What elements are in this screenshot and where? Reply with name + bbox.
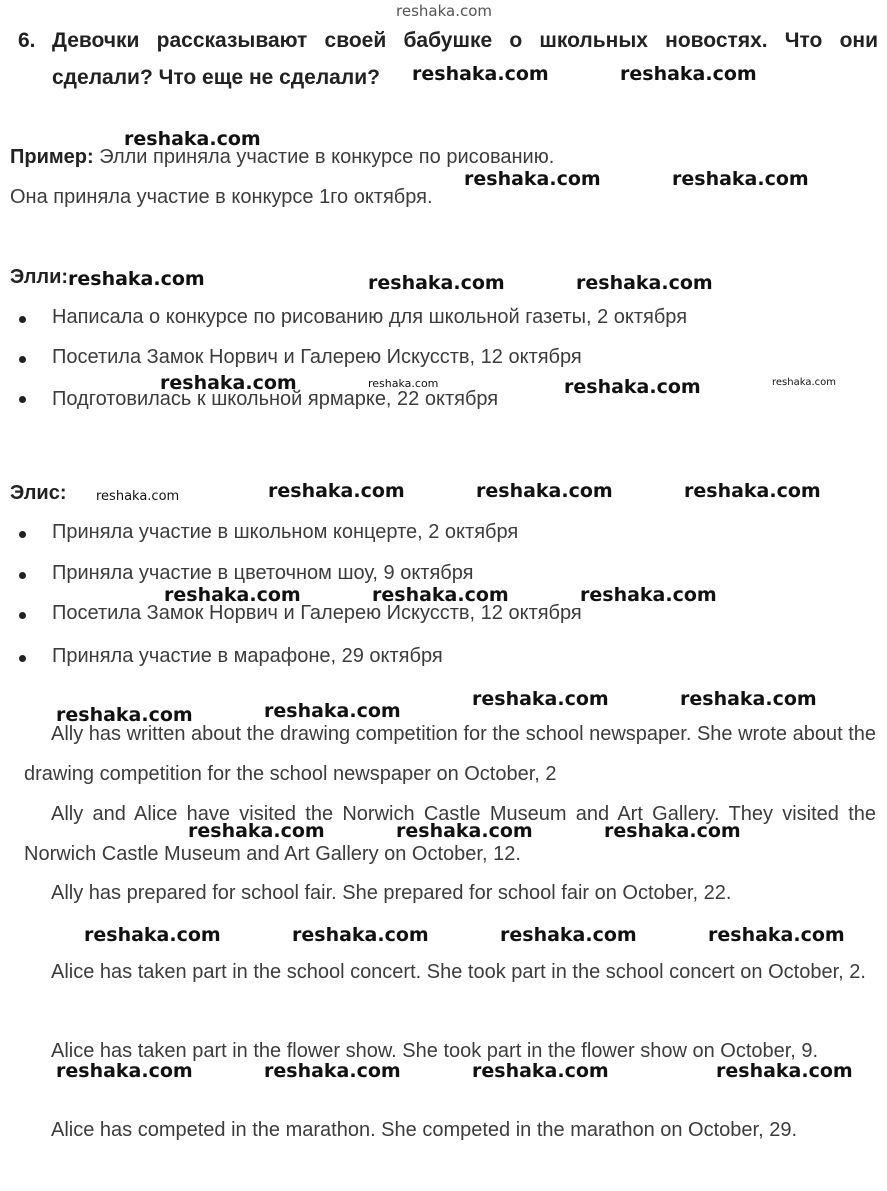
answer-paragraph: Ally has written about the drawing competition for the school newspaper. She wrote about the drawing competition for the school newspaper on October, 2 [24,723,876,785]
watermark: reshaka.com [620,63,757,85]
watermark: reshaka.com [264,700,401,722]
alice-item: Посетила Замок Норвич и Галерею Искусств, 12 октября [52,602,582,624]
watermark: reshaka.com [580,584,717,606]
ally-item: Написала о конкурсе по рисованию для школьной газеты, 2 октября [52,306,688,328]
watermark: reshaka.com [160,372,297,394]
watermark: reshaka.com [680,688,817,710]
watermark: reshaka.com [368,377,439,390]
watermark: reshaka.com [672,168,809,190]
watermark: reshaka.com [268,480,405,502]
alice-item: Приняла участие в марафоне, 29 октября [52,645,443,667]
alice-item: Приняла участие в цветочном шоу, 9 октября [52,562,474,584]
bullet [19,531,26,538]
watermark: reshaka.com [84,924,221,946]
watermark: reshaka.com [124,128,261,150]
bullet [19,356,26,363]
ally-label: Элли: [10,266,69,288]
watermark: reshaka.com [464,168,601,190]
watermark: reshaka.com [264,1060,401,1082]
example-label: Пример: [10,146,94,168]
watermark: reshaka.com [96,489,180,504]
watermark: reshaka.com [368,272,505,294]
bullet [19,612,26,619]
ally-item: Подготовилась к школьной ярмарке, 22 октября [52,388,499,410]
watermark: reshaka.com [716,1060,853,1082]
watermark: reshaka.com [372,584,509,606]
ally-item: Посетила Замок Норвич и Галерею Искусств, 12 октября [52,346,582,368]
watermark: reshaka.com [604,820,741,842]
watermark: reshaka.com [500,924,637,946]
alice-label: Элис: [10,482,67,504]
task-heading-line1: Девочки рассказывают своей бабушке о школьных новостях. Что они [52,29,878,52]
bullet [19,316,26,323]
watermark: reshaka.com [412,63,549,85]
watermark: reshaka.com [472,688,609,710]
watermark: reshaka.com [708,924,845,946]
watermark: reshaka.com [292,924,429,946]
watermark: reshaka.com [472,1060,609,1082]
bullet [19,396,26,403]
answer-paragraph: Alice has competed in the marathon. She competed in the marathon on October, 29. [51,1119,798,1141]
answer-paragraph: Alice has taken part in the flower show. She took part in the flower show on October, 9. [51,1040,819,1062]
watermark: reshaka.com [56,704,193,726]
watermark: reshaka.com [188,820,325,842]
watermark: reshaka.com [56,1060,193,1082]
watermark: reshaka.com [564,376,701,398]
example-answer: Она приняла участие в конкурсе 1го октября. [10,186,433,208]
answer-paragraph: Ally and Alice have visited the Norwich Castle Museum and Art Gallery. They visited the Norwich Castle Museum and Art Gallery on October, 12. [24,803,876,865]
watermark-top: reshaka.com [396,2,492,20]
bullet [19,655,26,662]
example-line [10,146,554,169]
watermark: reshaka.com [164,584,301,606]
answer-paragraph: Ally has prepared for school fair. She prepared for school fair on October, 22. [51,882,732,904]
watermark: reshaka.com [68,268,205,290]
watermark: reshaka.com [476,480,613,502]
watermark: reshaka.com [684,480,821,502]
alice-item: Приняла участие в школьном концерте, 2 октября [52,521,519,543]
watermark: reshaka.com [576,272,713,294]
watermark: reshaka.com [396,820,533,842]
bullet [19,572,26,579]
task-heading-line2: сделали? Что еще не сделали? [52,66,380,89]
watermark: reshaka.com [772,377,836,388]
answer-paragraph: Alice has taken part in the school concert. She took part in the school concert on October, 2. [51,961,866,983]
task-number: 6. [18,29,36,52]
example-sentence: Элли приняла участие в конкурсе по рисованию. [93,146,555,168]
